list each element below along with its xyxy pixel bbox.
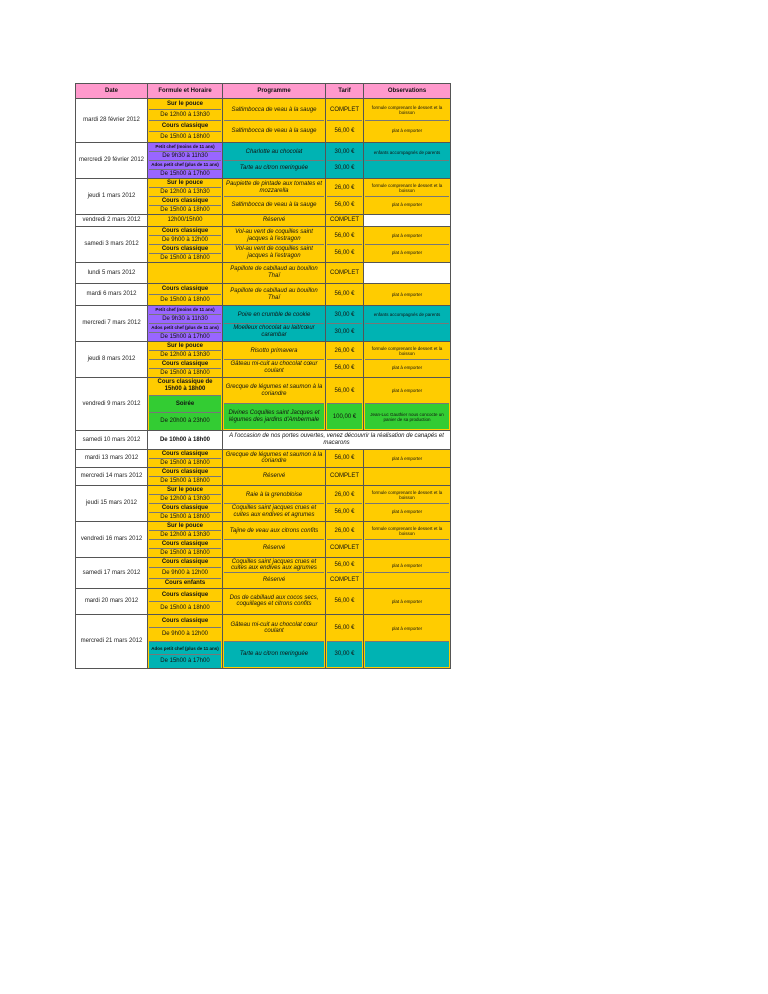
row-date: mercredi 14 mars 2012	[76, 467, 148, 485]
row-formule-item: Cours classique	[149, 468, 221, 477]
row-formule-item: Cours classique	[149, 558, 221, 568]
schedule-row	[76, 284, 451, 306]
row-tarif	[326, 614, 364, 668]
row-formule	[148, 179, 223, 215]
row-tarif-item: 26,00 €	[327, 523, 362, 540]
row-tarif-item: 30,00 €	[327, 324, 362, 340]
row-formule-item: De 12h00 à 13h30	[149, 351, 221, 360]
row-formule	[148, 430, 223, 449]
row-formule-item: Soirée	[149, 396, 221, 414]
header-tarif: Tarif	[326, 84, 364, 99]
row-programme	[223, 179, 326, 215]
row-tarif-item: 56,00 €	[327, 558, 362, 573]
row-observations-item: plat à emporter	[365, 228, 449, 245]
row-tarif-item: 26,00 €	[327, 343, 362, 360]
row-formule-item: De 15h00 à 17h00	[149, 655, 221, 668]
row-programme-item: Tarte au citron meringuée	[224, 642, 324, 667]
schedule-row	[76, 342, 451, 378]
row-date: samedi 17 mars 2012	[76, 557, 148, 588]
row-formule-item: De 20h00 à 23h00	[149, 413, 221, 430]
row-formule-item: De 15h00 à 18h00	[149, 369, 221, 377]
row-formule-item: Cours classique	[149, 284, 221, 295]
row-tarif	[326, 99, 364, 143]
row-formule-item: Cours enfants	[149, 579, 221, 588]
schedule-row	[76, 557, 451, 588]
row-formule	[148, 227, 223, 263]
schedule-row	[76, 306, 451, 342]
row-observations-item: plat à emporter	[365, 504, 449, 520]
row-formule	[148, 588, 223, 614]
row-programme-item: Saltimbocca de veau à la sauge	[224, 121, 324, 141]
row-formule-item: De 12h00 à 13h30	[149, 188, 221, 197]
row-formule-item: De 9h00 à 12h00	[149, 568, 221, 578]
row-observations-item: enfants accompagnés de parents	[365, 307, 449, 324]
row-observations	[364, 263, 451, 284]
row-observations	[364, 306, 451, 342]
row-date: mardi 6 mars 2012	[76, 284, 148, 306]
row-tarif	[326, 378, 364, 431]
row-formule	[148, 614, 223, 668]
row-programme-item: Coquilles saint jacques crues et cuites aux endives et agrumes	[224, 504, 324, 520]
row-formule	[148, 284, 223, 306]
row-programme	[223, 614, 326, 668]
row-programme-item: Saltimbocca de veau à la sauge	[224, 100, 324, 121]
row-programme-item: Poire en crumble de cookie	[224, 307, 324, 324]
row-observations-item	[365, 642, 449, 667]
row-tarif	[326, 143, 364, 179]
row-formule-item: De 9h00 à 12h00	[149, 236, 221, 245]
row-date: mercredi 29 février 2012	[76, 143, 148, 179]
row-observations	[364, 284, 451, 306]
row-formule-item: Cours classique	[149, 540, 221, 549]
row-observations-item: formule comprenant le dessert et la boisson	[365, 180, 449, 197]
row-programme-item: Coquilles saint jacques crues et cuites aux endives aux agrumes	[224, 558, 324, 573]
row-formule-item: Sur le pouce	[149, 99, 221, 110]
schedule-row	[76, 263, 451, 284]
row-tarif-item: 56,00 €	[327, 504, 362, 520]
row-observations-item: formule comprenant le dessert et la boisson	[365, 100, 449, 121]
row-programme	[223, 485, 326, 521]
row-observations-item	[365, 324, 449, 340]
row-formule	[148, 449, 223, 467]
row-formule-item: De 12h00 à 13h30	[149, 531, 221, 540]
row-programme-item: Papillote de cabillaud au bouillon Thaï	[224, 285, 324, 305]
schedule-row	[76, 521, 451, 557]
row-observations-item: plat à emporter	[365, 245, 449, 261]
row-tarif-item: 100,00 €	[327, 404, 362, 429]
schedule-row	[76, 378, 451, 431]
row-formule-item: Ados petit chef (plus de 11 ans)	[149, 161, 221, 170]
row-date: mercredi 7 mars 2012	[76, 306, 148, 342]
header-row	[76, 84, 451, 99]
row-tarif	[326, 588, 364, 614]
schedule-row	[76, 227, 451, 263]
row-programme-item: Vol-au vent de coquilles saint jacques à l'estragon	[224, 228, 324, 245]
row-formule-item: De 12h00 à 13h30	[149, 110, 221, 121]
row-observations	[364, 467, 451, 485]
row-date: mardi 20 mars 2012	[76, 588, 148, 614]
row-formule-item: De 15h00 à 18h00	[149, 132, 221, 142]
row-date: lundi 5 mars 2012	[76, 263, 148, 284]
row-formule	[148, 378, 223, 431]
row-formule-item: De 15h00 à 18h00	[149, 206, 221, 214]
row-observations-item: plat à emporter	[365, 197, 449, 213]
row-formule-item: Cours classique de 15h00 à 18h00	[149, 378, 221, 396]
row-observations-item	[365, 263, 449, 283]
row-formule-item: De 10h00 à 18h00	[149, 431, 221, 449]
row-tarif-item: COMPLET	[327, 468, 362, 484]
row-programme-item: Réservé	[224, 540, 324, 556]
row-programme	[223, 99, 326, 143]
row-observations-item: formule comprenant le dessert et la boisson	[365, 523, 449, 540]
row-tarif-item: 56,00 €	[327, 378, 362, 404]
schedule-row	[76, 588, 451, 614]
row-programme	[223, 378, 326, 431]
row-observations	[364, 143, 451, 179]
schedule-row	[76, 99, 451, 143]
row-formule-item: Ados petit chef (plus de 11 ans)	[149, 324, 221, 333]
row-tarif-item: 56,00 €	[327, 360, 362, 376]
row-tarif	[326, 284, 364, 306]
schedule-row	[76, 143, 451, 179]
row-formule-item: Cours classique	[149, 615, 221, 629]
row-observations	[364, 557, 451, 588]
row-date: vendredi 16 mars 2012	[76, 521, 148, 557]
row-tarif-item: 56,00 €	[327, 285, 362, 305]
row-formule-item: Petit chef (moins de 11 ans)	[149, 306, 221, 315]
row-formule-item: Cours classique	[149, 121, 221, 132]
row-programme-item: Réservé	[224, 573, 324, 587]
row-observations-item	[365, 573, 449, 587]
row-tarif-item: 30,00 €	[327, 307, 362, 324]
row-tarif-item: 30,00 €	[327, 642, 362, 667]
header-observations: Observations	[364, 84, 451, 99]
row-tarif-item: COMPLET	[327, 215, 362, 226]
row-formule-item: De 15h00 à 18h00	[149, 254, 221, 262]
row-tarif-item: 30,00 €	[327, 161, 362, 176]
row-programme-item: Moelleux chocolat au lait/cœur carambar	[224, 324, 324, 340]
row-programme-item: Raie à la grenobloise	[224, 487, 324, 504]
row-formule-item: 12h00/15h00	[149, 215, 221, 226]
row-formule-item: Cours classique	[149, 504, 221, 513]
row-programme	[223, 143, 326, 179]
row-tarif	[326, 227, 364, 263]
row-formule-item: Sur le pouce	[149, 522, 221, 531]
row-formule	[148, 485, 223, 521]
schedule-body	[76, 99, 451, 669]
row-programme-item: Grecque de légumes et saumon à la coriandre	[225, 451, 323, 465]
row-formule	[148, 521, 223, 557]
row-formule-item: De 15h00 à 18h00	[149, 549, 221, 557]
row-date: vendredi 2 mars 2012	[76, 215, 148, 227]
row-observations-item: plat à emporter	[365, 360, 449, 376]
schedule-row	[76, 614, 451, 668]
row-programme-item: Divines Coquilles saint Jacques et légumes des jardins d'Ambermale	[224, 404, 324, 429]
schedule-row	[76, 449, 451, 467]
header-date: Date	[76, 84, 148, 99]
row-date: mardi 28 février 2012	[76, 99, 148, 143]
row-tarif	[326, 521, 364, 557]
row-programme-item: Charlotte au chocolat	[224, 145, 324, 161]
row-programme	[223, 263, 326, 284]
row-tarif-item: COMPLET	[327, 573, 362, 587]
row-programme-item: Gâteau mi-cuit au chocolat cœur coulant	[224, 360, 324, 376]
row-observations	[364, 588, 451, 614]
row-tarif-item: 56,00 €	[327, 589, 362, 613]
row-observations-item: plat à emporter	[365, 450, 449, 466]
row-observations-item	[365, 215, 449, 226]
row-programme-item: Risotto primavera	[224, 343, 324, 360]
row-programme-item: Gâteau mi-cuit au chocolat cœur coulant	[224, 616, 324, 642]
row-formule-item: Sur le pouce	[149, 179, 221, 188]
row-date: vendredi 9 mars 2012	[76, 378, 148, 431]
row-programme	[223, 449, 326, 467]
row-observations-item: formule comprenant le dessert et la boisson	[365, 343, 449, 360]
row-tarif-item: COMPLET	[327, 540, 362, 556]
row-observations-item: plat à emporter	[365, 285, 449, 305]
row-programme-item: Vol-au vent de coquilles saint jacques à l'estragon	[224, 245, 324, 261]
row-date: samedi 3 mars 2012	[76, 227, 148, 263]
row-date: samedi 10 mars 2012	[76, 430, 148, 449]
row-observations	[364, 614, 451, 668]
row-observations	[364, 227, 451, 263]
row-tarif-item: 56,00 €	[327, 245, 362, 261]
row-tarif-item: 56,00 €	[327, 197, 362, 213]
row-programme-item: Réservé	[224, 215, 324, 226]
row-formule-item: Petit chef (moins de 11 ans)	[149, 143, 221, 152]
row-programme	[223, 342, 326, 378]
row-formule-item: De 9h30 à 11h30	[149, 315, 221, 324]
row-programme-item: Saltimbocca de veau à la sauge	[224, 197, 324, 213]
row-tarif-item: 56,00 €	[327, 228, 362, 245]
row-programme	[223, 557, 326, 588]
row-date: jeudi 15 mars 2012	[76, 485, 148, 521]
row-programme	[223, 521, 326, 557]
row-programme-item: Tajine de veau aux citrons confits	[224, 523, 324, 540]
row-date: mardi 13 mars 2012	[76, 449, 148, 467]
row-tarif	[326, 485, 364, 521]
row-programme	[223, 306, 326, 342]
row-formule-item: De 12h00 à 13h30	[149, 495, 221, 504]
row-formule-item: Sur le pouce	[149, 342, 221, 351]
row-formule-item: Cours classique	[149, 197, 221, 206]
row-observations	[364, 485, 451, 521]
row-formule-item: Cours classique	[149, 245, 221, 254]
row-tarif	[326, 557, 364, 588]
row-programme-item: Grecque de légumes et saumon à la coriandre	[224, 378, 324, 404]
row-observations-item: Jean-Luc Gauthier nous concocte un panier de sa production	[365, 404, 449, 429]
row-tarif-item: 56,00 €	[327, 450, 362, 466]
row-formule	[148, 306, 223, 342]
row-tarif	[326, 215, 364, 227]
row-observations-item: plat à emporter	[365, 616, 449, 642]
row-tarif	[326, 467, 364, 485]
schedule-row	[76, 485, 451, 521]
row-formule-item: De 9h00 à 12h00	[149, 628, 221, 642]
row-date: mercredi 21 mars 2012	[76, 614, 148, 668]
row-observations	[364, 179, 451, 215]
row-programme-item: Réservé	[224, 468, 324, 484]
row-tarif	[326, 306, 364, 342]
schedule-row	[76, 430, 451, 449]
row-observations	[364, 99, 451, 143]
row-observations	[364, 449, 451, 467]
row-observations-item	[365, 540, 449, 556]
row-observations	[364, 342, 451, 378]
row-formule-item	[149, 263, 221, 283]
row-tarif-item: COMPLET	[327, 263, 362, 283]
row-observations-item: plat à emporter	[365, 589, 449, 613]
row-date: jeudi 8 mars 2012	[76, 342, 148, 378]
row-observations-item: plat à emporter	[365, 121, 449, 141]
row-observations-item	[365, 468, 449, 484]
row-tarif	[326, 342, 364, 378]
schedule-row	[76, 179, 451, 215]
row-observations-item: plat à emporter	[365, 558, 449, 573]
row-observations-item: plat à emporter	[365, 378, 449, 404]
row-observations-item	[365, 161, 449, 176]
row-tarif-item: 30,00 €	[327, 145, 362, 161]
header-programme: Programme	[223, 84, 326, 99]
row-tarif-item: COMPLET	[327, 100, 362, 121]
row-programme	[223, 284, 326, 306]
row-tarif-item: 26,00 €	[327, 180, 362, 197]
row-formule-item: De 15h00 à 18h00	[149, 602, 221, 614]
row-observations	[364, 215, 451, 227]
row-formule-item: Sur le pouce	[149, 486, 221, 495]
row-formule-item: De 15h00 à 18h00	[149, 295, 221, 305]
row-programme-item: Dos de cabillaud aux cocos secs, coquillages et citrons confits	[224, 589, 324, 613]
row-formule	[148, 342, 223, 378]
row-observations	[364, 521, 451, 557]
header-formule: Formule et Horaire	[148, 84, 223, 99]
row-observations-item: enfants accompagnés de parents	[365, 145, 449, 161]
row-formule-item: Cours classique	[149, 227, 221, 236]
schedule-row	[76, 467, 451, 485]
row-tarif	[326, 449, 364, 467]
row-programme	[223, 588, 326, 614]
row-programme	[223, 227, 326, 263]
row-tarif-item: 26,00 €	[327, 487, 362, 504]
row-formule	[148, 557, 223, 588]
row-formule-item: De 15h00 à 18h00	[149, 513, 221, 521]
row-formule-item: Cours classique	[149, 360, 221, 369]
row-formule-item: De 15h00 à 18h00	[149, 477, 221, 485]
row-formule	[148, 143, 223, 179]
row-programme	[223, 467, 326, 485]
row-date: jeudi 1 mars 2012	[76, 179, 148, 215]
row-programme-item: Paupiette de pintade aux tomates et mozzarella	[224, 180, 324, 197]
row-observations-item: formule comprenant le dessert et la boisson	[365, 487, 449, 504]
row-tarif	[326, 179, 364, 215]
row-programme	[223, 215, 326, 227]
row-formule-item: De 15h00 à 17h00	[149, 170, 221, 178]
row-formule-item: Ados petit chef (plus de 11 ans)	[149, 642, 221, 656]
row-formule	[148, 467, 223, 485]
row-tarif-item: 56,00 €	[327, 121, 362, 141]
row-programme: A l'occasion de nos portes ouvertes, venez découvrir la réalisation de canapés et macarons	[223, 430, 451, 449]
row-programme-item: Papillote de cabillaud au bouillon Thaï	[224, 263, 324, 283]
row-tarif-item: 56,00 €	[327, 616, 362, 642]
row-formule	[148, 99, 223, 143]
row-formule-item: De 9h30 à 11h30	[149, 152, 221, 161]
row-observations	[364, 378, 451, 431]
row-formule	[148, 263, 223, 284]
row-formule	[148, 215, 223, 227]
row-formule-item: Cours classique	[149, 589, 221, 602]
schedule-table	[75, 83, 451, 669]
row-formule-item: De 15h00 à 18h00	[149, 459, 221, 467]
row-formule-item: De 15h00 à 17h00	[149, 333, 221, 341]
row-tarif	[326, 263, 364, 284]
row-formule-item: Cours classique	[149, 450, 221, 459]
row-programme-item: Tarte au citron meringuée	[224, 161, 324, 176]
schedule-row	[76, 215, 451, 227]
